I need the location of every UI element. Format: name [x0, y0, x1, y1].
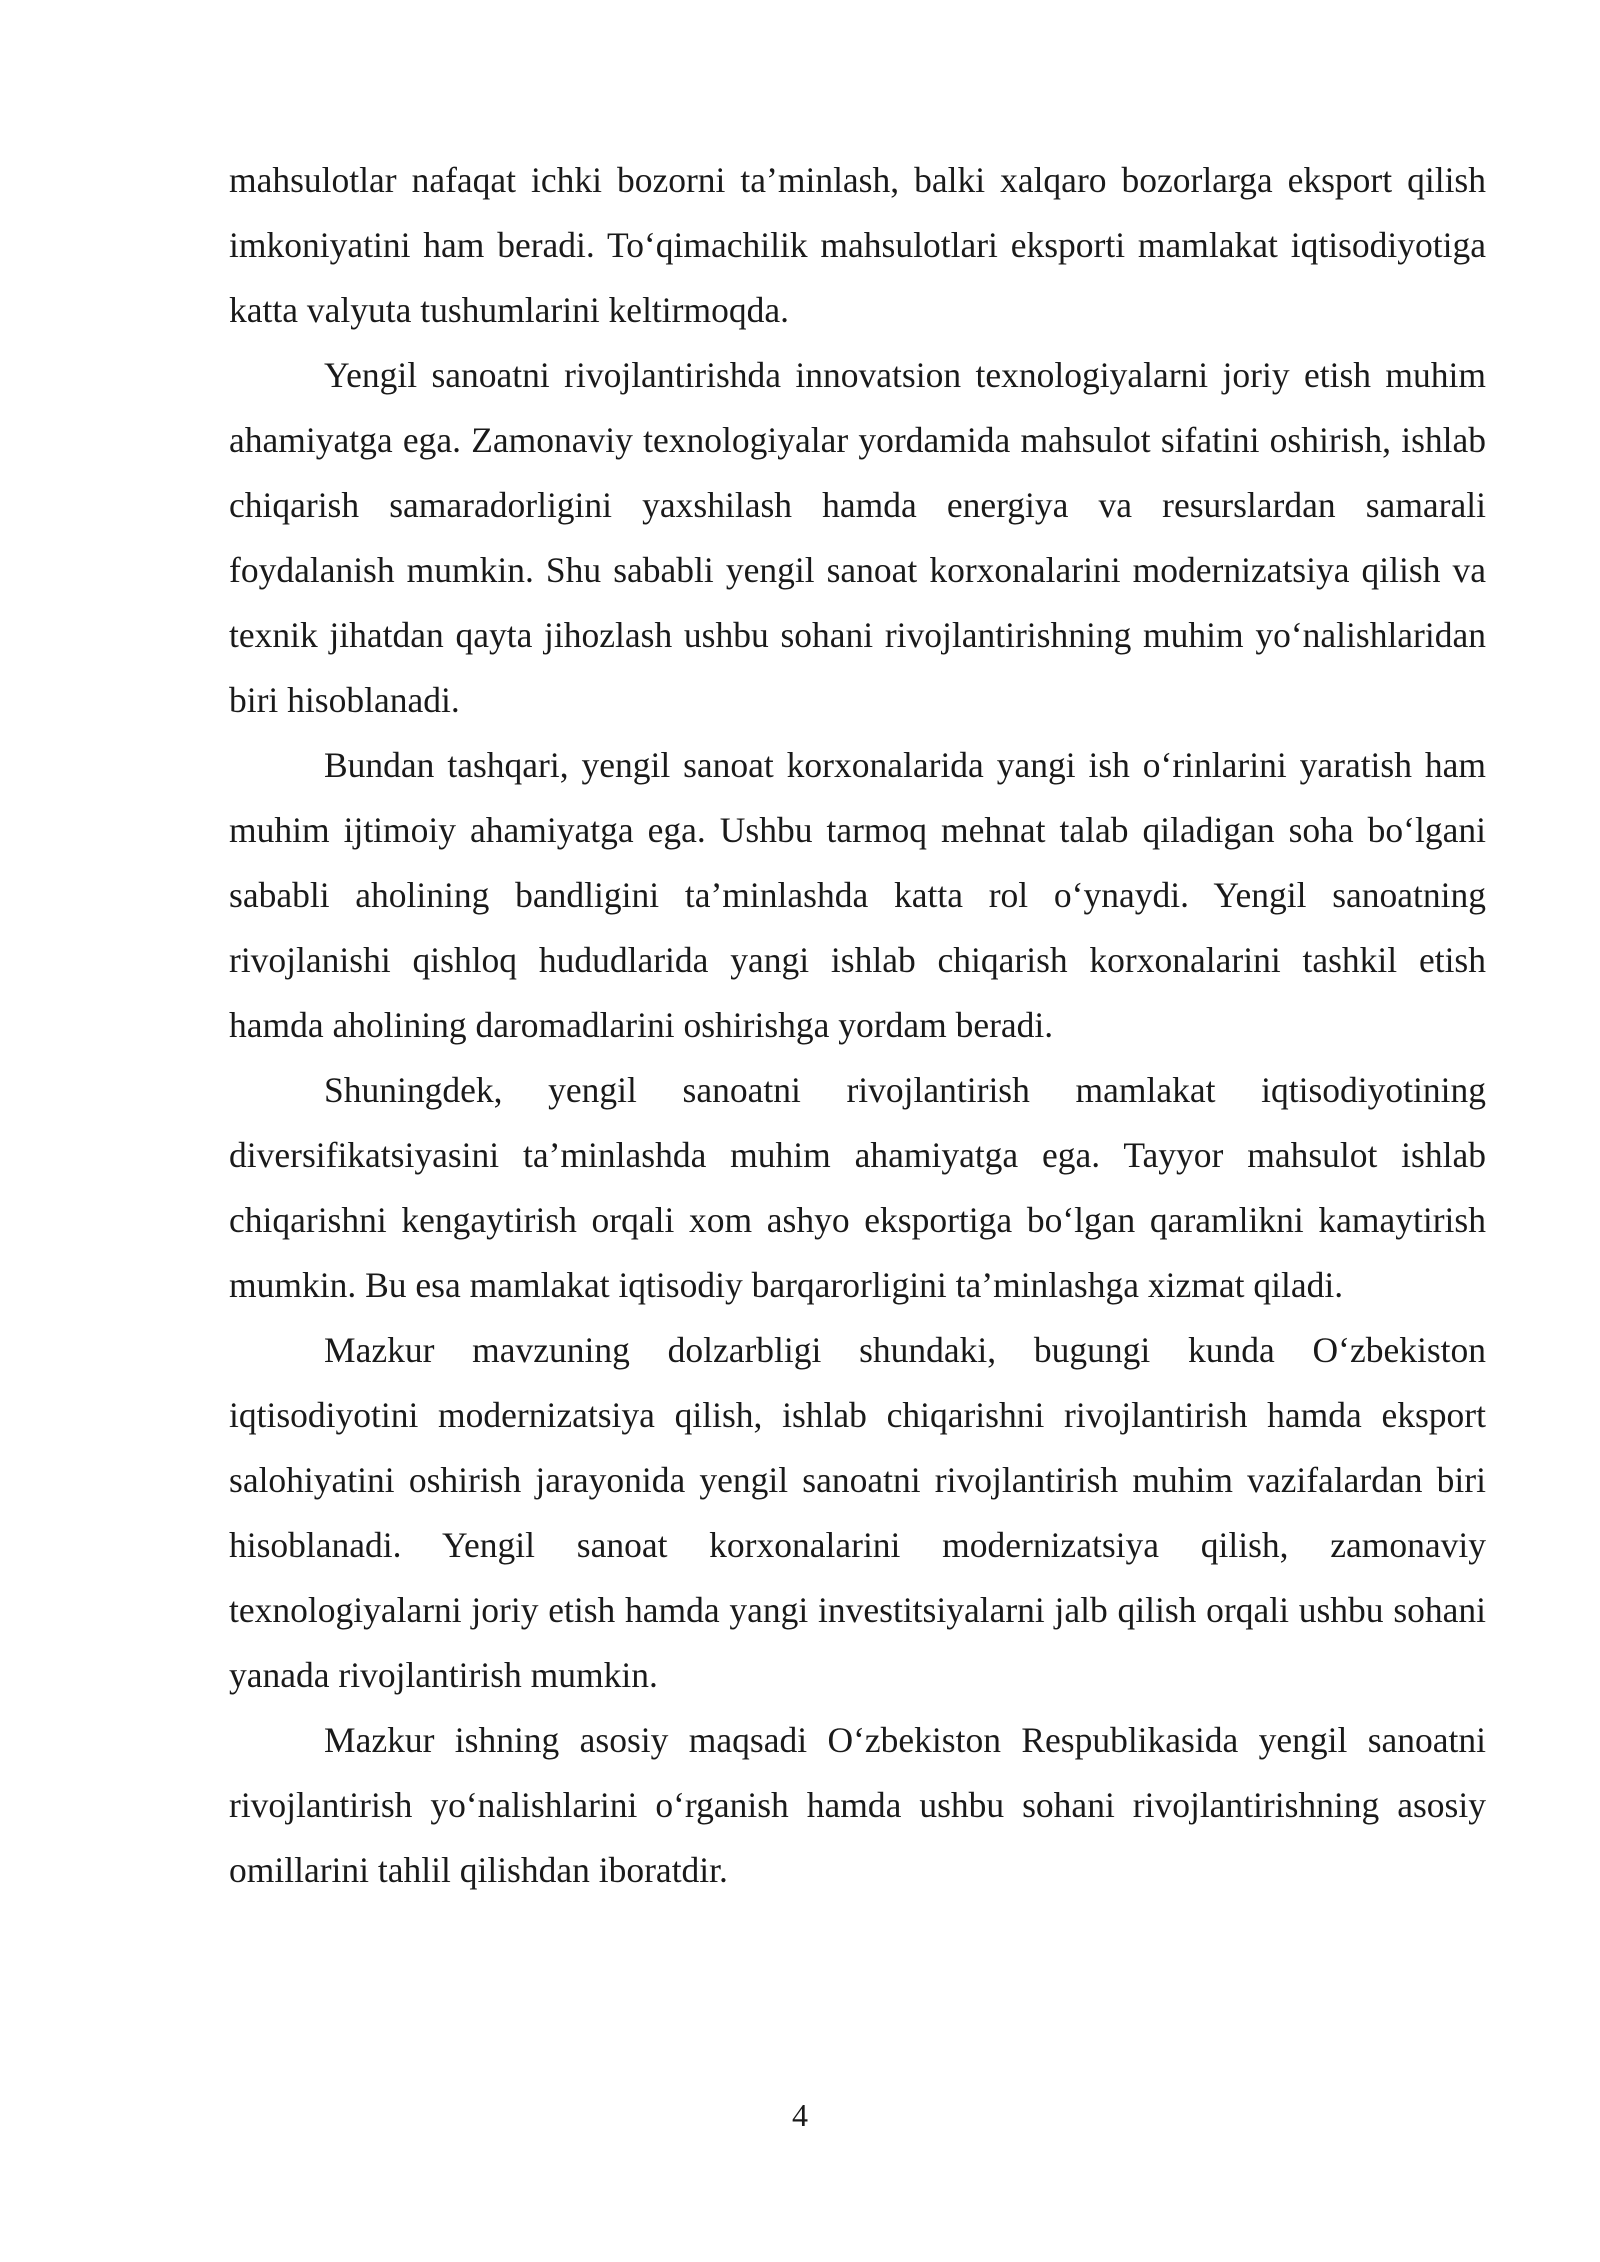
paragraph-6: Mazkur ishning asosiy maqsadi O‘zbekiston Respublikasida yengil sanoatni rivojlantirish yo‘nalishlarini o‘rganish hamda ushbu sohani rivojlantirishning asosiy omillarini tahlil qilishdan iboratdir.: [229, 1720, 1486, 1890]
paragraph-5: Mazkur mavzuning dolzarbligi shundaki, bugungi kunda O‘zbekiston iqtisodiyotini modernizatsiya qilish, ishlab chiqarishni rivojlantirish hamda eksport salohiyatini oshirish jarayonida yengil sanoatni rivojlantirish muhim vazifalardan biri hisoblanadi. Yengil sanoat korxonalarini modernizatsiya qilish, zamonaviy texnologiyalarni joriy etish hamda yangi investitsiyalarni jalb qilish orqali ushbu sohani yanada rivojlantirish mumkin.: [229, 1330, 1486, 1695]
paragraph-4: Shuningdek, yengil sanoatni rivojlantirish mamlakat iqtisodiyotining diversifikatsiyasini ta’minlashda muhim ahamiyatga ega. Tayyor mahsulot ishlab chiqarishni kengaytirish orqali xom ashyo eksportiga bo‘lgan qaramlikni kamaytirish mumkin. Bu esa mamlakat iqtisodiy barqarorligini ta’minlashga xizmat qiladi.: [229, 1070, 1486, 1305]
page-number: 4: [792, 2097, 808, 2133]
paragraph-3: Bundan tashqari, yengil sanoat korxonalarida yangi ish o‘rinlarini yaratish ham muhim ijtimoiy ahamiyatga ega. Ushbu tarmoq mehnat talab qiladigan soha bo‘lgani sababli aholining bandligini ta’minlashda katta rol o‘ynaydi. Yengil sanoatning rivojlanishi qishloq hududlarida yangi ishlab chiqarish korxonalarini tashkil etish hamda aholining daromadlarini oshirishga yordam beradi.: [229, 745, 1486, 1045]
paragraph-2: Yengil sanoatni rivojlantirishda innovatsion texnologiyalarni joriy etish muhim ahamiyatga ega. Zamonaviy texnologiyalar yordamida mahsulot sifatini oshirish, ishlab chiqarish samaradorligini yaxshilash hamda energiya va resurslardan samarali foydalanish mumkin. Shu sababli yengil sanoat korxonalarini modernizatsiya qilish va texnik jihatdan qayta jihozlash ushbu sohani rivojlantirishning muhim yo‘nalishlaridan biri hisoblanadi.: [229, 355, 1486, 720]
paragraph-1: mahsulotlar nafaqat ichki bozorni ta’minlash, balki xalqaro bozorlarga eksport qilish imkoniyatini ham beradi. To‘qimachilik mahsulotlari eksporti mamlakat iqtisodiyotiga katta valyuta tushumlarini keltirmoqda.: [229, 160, 1486, 330]
body-text: [229, 148, 1486, 1903]
